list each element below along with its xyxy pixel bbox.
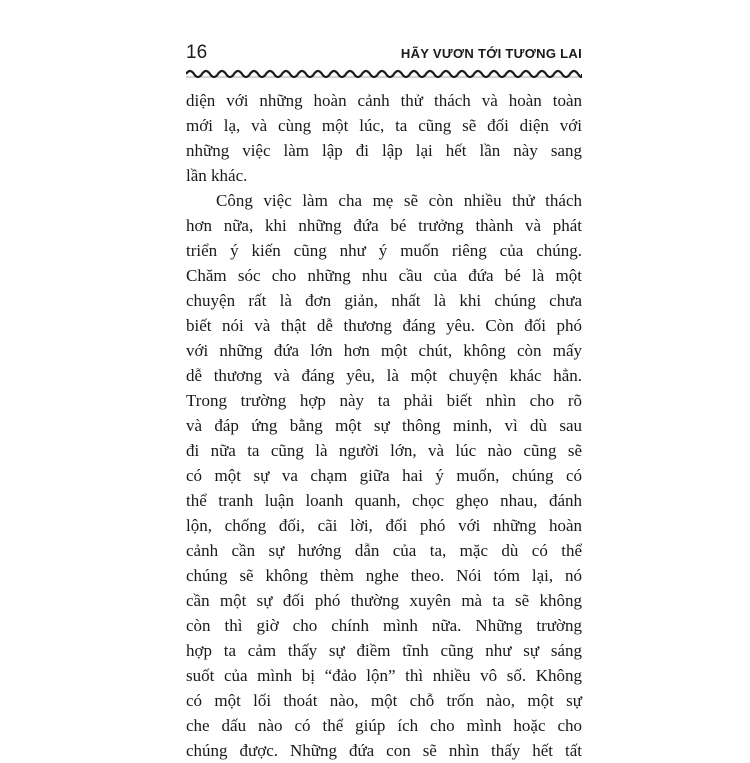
ornamental-rule (186, 68, 582, 80)
text-line: và đáp ứng bằng một sự thông minh, vì dù sau (186, 416, 582, 435)
text-line: suốt của mình bị “đảo lộn” thì nhiều vô số. Không (186, 666, 582, 685)
text-line: có một sự va chạm giữa hai ý muốn, chúng có (186, 466, 582, 485)
text-line: triển ý kiến cũng như ý muốn riêng của chúng. (186, 241, 582, 260)
text-line: chuyện rất là đơn giản, nhất là khi chúng chưa (186, 291, 582, 310)
text-line: thể tranh luận loanh quanh, chọc ghẹo nhau, đánh (186, 491, 582, 510)
text-line: mới lạ, và cùng một lúc, ta cũng sẽ đối diện với (186, 116, 582, 135)
text-line: còn thì giờ cho chính mình nữa. Những trường (186, 616, 582, 635)
text-line: đi nữa ta cũng là người lớn, và lúc nào cũng sẽ (186, 441, 582, 460)
text-line: biết nói và thật dễ thương đáng yêu. Còn đối phó (186, 316, 582, 335)
text-line: che dấu nào có thể giúp ích cho mình hoặc cho (186, 716, 582, 735)
text-line: những việc làm lập đi lập lại hết lần này sang (186, 141, 582, 160)
text-line: có một lối thoát nào, một chỗ trốn nào, một sự (186, 691, 582, 710)
text-line: chúng sẽ không thèm nghe theo. Nói tóm lại, nó (186, 566, 582, 585)
page-header (186, 40, 582, 66)
text-line: hơn nữa, khi những đứa bé trưởng thành và phát (186, 216, 582, 235)
running-title: HÃY VƯƠN TỚI TƯƠNG LAI (400, 46, 582, 61)
text-line: lần khác. (186, 166, 248, 185)
text-line: Công việc làm cha mẹ sẽ còn nhiều thử thách (216, 191, 582, 210)
text-line: cần một sự đối phó thường xuyên mà ta sẽ không (186, 591, 582, 610)
page-number: 16 (186, 42, 208, 63)
text-line: dễ thương và đáng yêu, là một chuyện khác hẳn. (186, 366, 582, 385)
text-line: Chăm sóc cho những nhu cầu của đứa bé là một (186, 266, 582, 285)
text-line: chúng được. Những đứa con sẽ nhìn thấy hết tất (186, 741, 582, 760)
text-line: lộn, chống đối, cãi lời, đối phó với những hoàn (186, 516, 582, 535)
text-line: hợp ta cảm thấy sự điềm tĩnh cũng như sự sáng (186, 641, 582, 660)
text-line: với những đứa lớn hơn một chút, không còn mấy (186, 341, 582, 360)
text-line: diện với những hoàn cảnh thử thách và hoàn toàn (186, 91, 582, 110)
text-line: Trong trường hợp này ta phải biết nhìn cho rõ (186, 391, 582, 410)
body-text (186, 88, 582, 763)
text-line: cảnh cần sự hướng dẫn của ta, mặc dù có thể (186, 541, 582, 560)
